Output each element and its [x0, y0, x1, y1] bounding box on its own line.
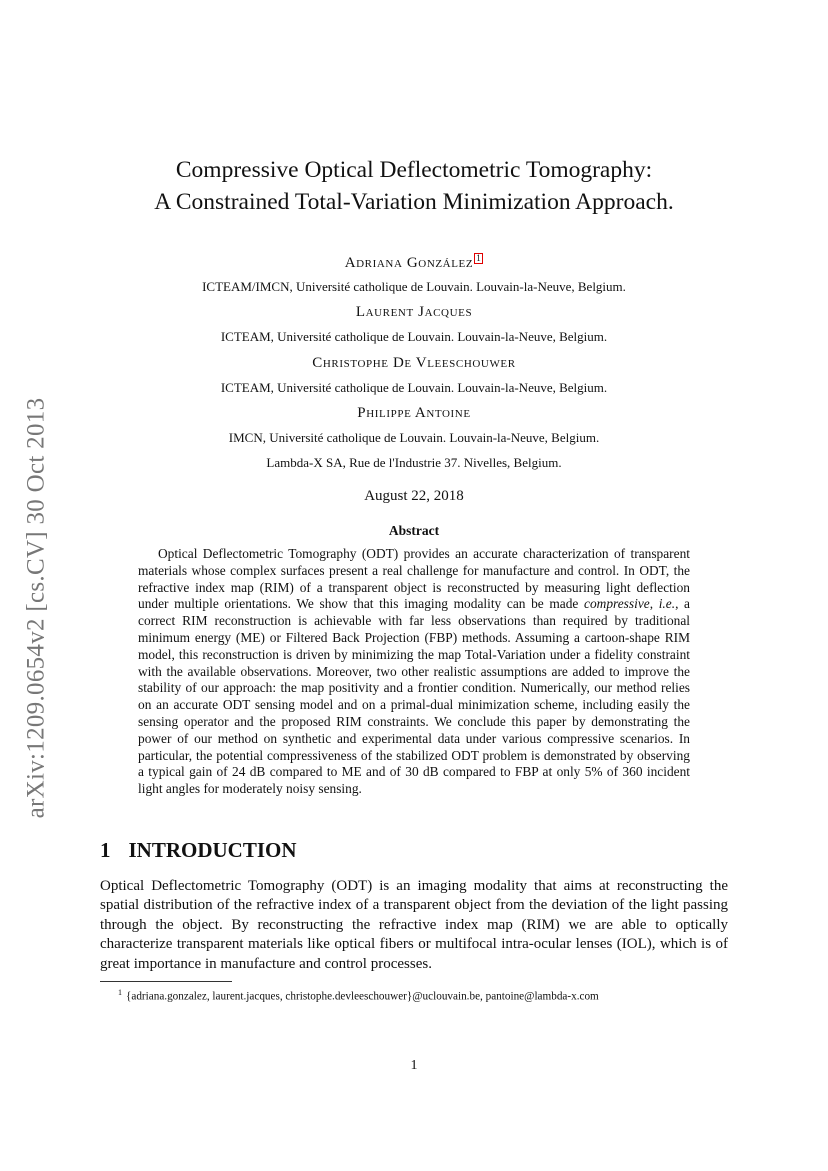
paper-title — [100, 154, 728, 218]
footnote-reference[interactable]: 1 — [476, 253, 482, 263]
title-line-1: Compressive Optical Deflectometric Tomography: — [175, 157, 653, 183]
paper-date: August 22, 2018 — [364, 488, 464, 504]
section-number: 1 — [100, 838, 111, 862]
introduction-paragraph: Optical Deflectometric Tomography (ODT) is an imaging modality that aims at reconstructing the spatial distribution of the refractive index of a transparent object from the deviation of the light passing through the object. By reconstructing the refractive index map (RIM) we are able to optically characterize transparent materials like optical fibers or multifocal intra-ocular lenses (IOL), which is of great importance in manufacture and control processes. — [100, 878, 728, 972]
abstract-heading: Abstract — [388, 523, 440, 538]
author-affiliation: ICTEAM, Université catholique de Louvain. Louvain-la-Neuve, Belgium. — [220, 329, 608, 344]
author-name: Philippe Antoine — [357, 405, 471, 421]
author-affiliation: ICTEAM/IMCN, Université catholique de Louvain. Louvain-la-Neuve, Belgium. — [202, 279, 626, 294]
author-affiliation: ICTEAM, Université catholique de Louvain. Louvain-la-Neuve, Belgium. — [220, 380, 608, 395]
section-title: INTRODUCTION — [128, 838, 297, 862]
author-affiliation: IMCN, Université catholique de Louvain. Louvain-la-Neuve, Belgium. — [228, 430, 600, 445]
author-name: Adriana González 1 — [344, 253, 482, 271]
section-heading — [100, 838, 297, 863]
author-affiliation: Lambda-X SA, Rue de l'Industrie 37. Nivelles, Belgium. — [266, 455, 562, 470]
title-line-2: A Constrained Total-Variation Minimization Approach. — [154, 189, 674, 215]
arxiv-identifier: arXiv:1209.0654v2 [cs.CV] 30 Oct 2013 — [22, 397, 49, 819]
page-number: 1 — [410, 1058, 418, 1073]
author-name: Laurent Jacques — [355, 304, 473, 320]
footnote-mark: 1 — [118, 988, 122, 997]
arxiv-sidebar — [14, 368, 58, 848]
author-name: Christophe De Vleeschouwer — [312, 355, 516, 371]
footnote — [100, 986, 746, 1004]
footnote-text: {adriana.gonzalez, laurent.jacques, christophe.devleeschouwer}@uclouvain.be, pantoine@lambda-x.com — [126, 990, 599, 1003]
abstract-body: Optical Deflectometric Tomography (ODT) provides an accurate characterization of transparent materials whose complex surfaces present a real challenge for manufacture and control. In ODT, the refractive index map (RIM) of a transparent object is reconstructed by measuring light deflection under multiple orientations. We show that this imaging modality can be made compressive, i.e., a correct RIM reconstruction is achievable with far less observations than required by traditional minimum energy (ME) or Filtered Back Projection (FBP) methods. Assuming a cartoon-shape RIM model, this reconstruction is driven by minimizing the map Total-Variation under a fidelity constraint with the available observations. Moreover, two other realistic assumptions are added to improve the stability of our approach: the map positivity and a frontier condition. Numerically, our method relies on an accurate ODT sensing model and on a primal-dual minimization scheme, including easily the sensing operator and the proposed RIM constraints. We conclude this paper by demonstrating the power of our method on synthetic and experimental data under various compressive scenarios. In particular, the potential compressiveness of the stabilized ODT problem is demonstrated by observing a typical gain of 24 dB compared to ME and of 30 dB compared to FBP at only 5% of 360 incident light angles for moderately noisy sensing. — [138, 546, 690, 797]
footnote-rule — [100, 981, 232, 982]
